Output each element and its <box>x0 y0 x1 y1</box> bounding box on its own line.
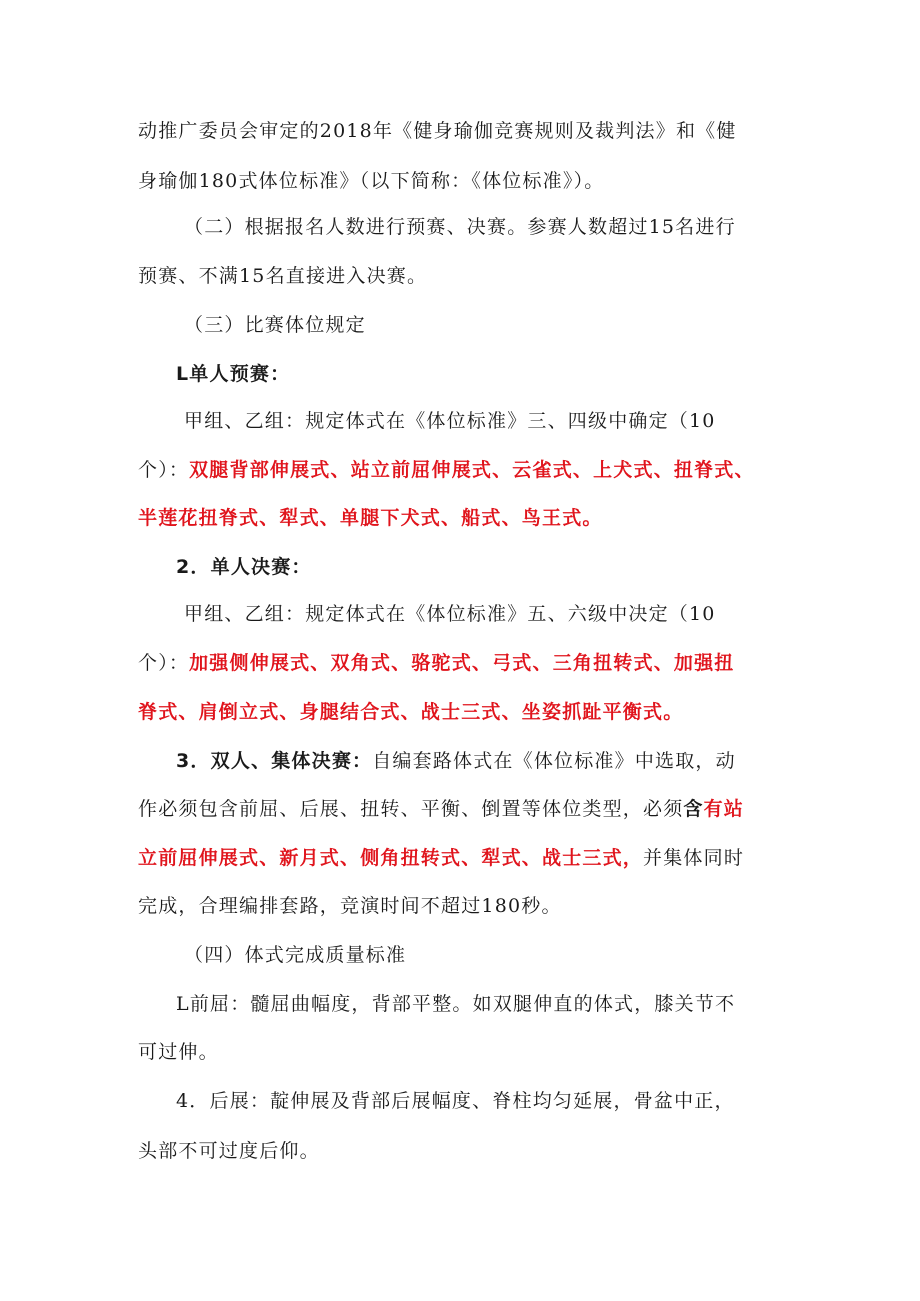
quality-backbend-line-1: 4．后展：靛伸展及背部后展幅度、脊柱均匀延展，骨盆中正， <box>176 1090 735 1112</box>
single-prelim-line-3: 半莲花扭脊式、犁式、单腿下犬式、船式、鸟王式。 <box>138 507 603 529</box>
group-final-text: 自编套路体式在《体位标准》中选取，动 <box>372 750 736 772</box>
single-final-line-1: 甲组、乙组：规定体式在《体位标准》五、六级中决定（10 <box>184 603 716 625</box>
group-final-text: 作必须包含前屈、后展、扭转、平衡、倒置等体位类型，必须 <box>138 798 684 820</box>
quality-forward-line-1: L前屈：髓屈曲幅度，背部平整。如双腿伸直的体式，膝关节不 <box>176 993 736 1015</box>
quality-backbend-line-2: 头部不可过度后仰。 <box>138 1140 320 1162</box>
group-final-line-2 <box>138 794 744 824</box>
line-prefix: 个）： <box>138 652 190 674</box>
pose-list: 加强侧伸展式、双角式、骆驼式、弓式、三角扭转式、加强扭 <box>189 652 735 674</box>
single-final-line-3: 脊式、肩倒立式、身腿结合式、战士三式、坐姿抓趾平衡式。 <box>138 701 684 723</box>
section-heading-body-positions: （三）比赛体位规定 <box>184 314 366 336</box>
pose-list: 立前屈伸展式、新月式、侧角扭转式、犁式、战士三式， <box>138 847 644 869</box>
paragraph-2-line-1: （二）根据报名人数进行预赛、决赛。参赛人数超过15名进行 <box>184 216 736 238</box>
heading-single-final: 2．单人决赛： <box>176 556 312 578</box>
paragraph-2-line-2: 预赛、不满15名直接进入决赛。 <box>138 265 428 287</box>
single-prelim-line-1: 甲组、乙组：规定体式在《体位标准》三、四级中确定（10 <box>184 410 716 432</box>
quality-forward-line-2: 可过伸。 <box>138 1041 219 1063</box>
group-final-bold: 含 <box>683 798 704 820</box>
group-final-text: 并集体同时 <box>643 847 745 869</box>
paragraph-1-line-1: 动推广委员会审定的2018年《健身瑜伽竞赛规则及裁判法》和《健 <box>138 120 737 142</box>
pose-list: 双腿背部伸展式、站立前屈伸展式、云雀式、上犬式、扭脊式、 <box>189 459 755 481</box>
heading-group-final: 3．双人、集体决赛： <box>176 750 373 772</box>
group-final-line-3 <box>138 843 744 873</box>
single-final-line-2 <box>138 648 735 678</box>
heading-single-prelim: L单人预赛： <box>176 363 291 385</box>
group-final-line-1 <box>176 746 736 776</box>
single-prelim-line-2 <box>138 455 755 485</box>
pose-list: 有站 <box>703 798 745 820</box>
section-heading-quality: （四）体式完成质量标准 <box>184 944 407 966</box>
group-final-line-4: 完成，合理编排套路，竞演时间不超过180秒。 <box>138 895 562 917</box>
paragraph-1-line-2: 身瑜伽180式体位标准》（以下简称：《体位标准》）。 <box>138 170 605 192</box>
line-prefix: 个）： <box>138 459 190 481</box>
